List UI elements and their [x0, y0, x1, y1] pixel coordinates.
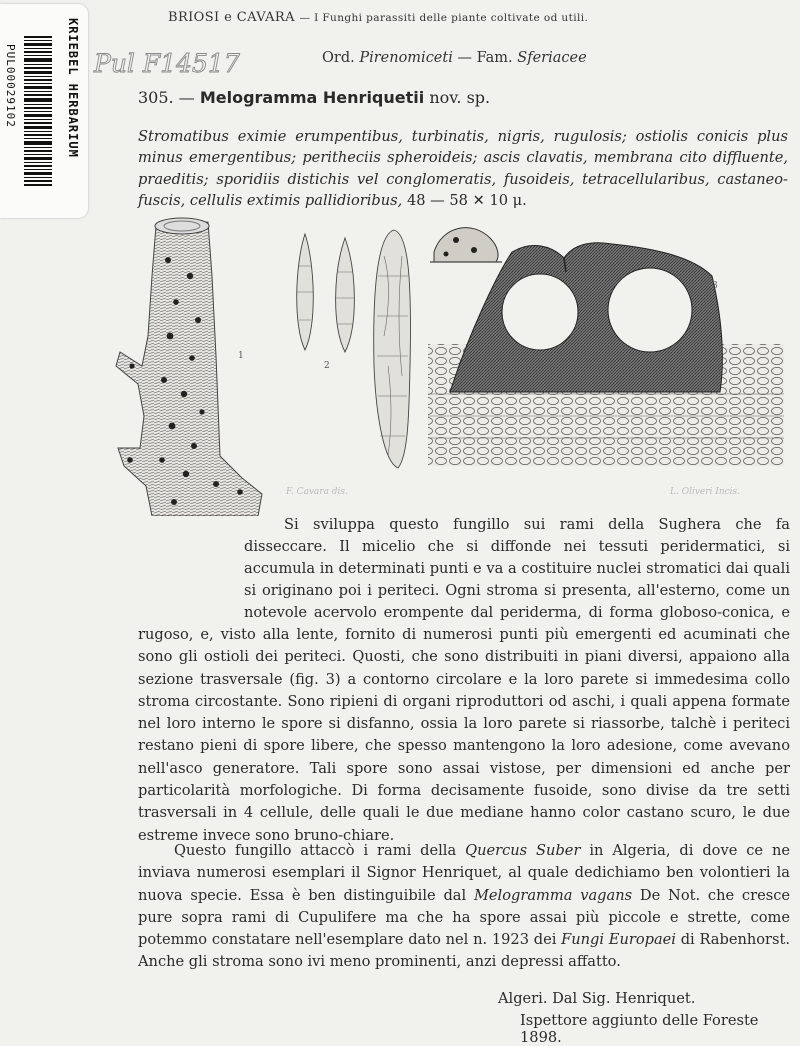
fig2-number: 2	[324, 361, 330, 371]
locality-line-2: Ispettore aggiunto delle Foreste 1898.	[520, 1012, 759, 1046]
authors: BRIOSI e CAVARA	[168, 10, 295, 25]
order-name: Pirenomiceti	[359, 50, 453, 66]
description-paragraph-3	[138, 840, 790, 974]
p3-text-c: De Not. che cresce pure sopra rami di Cupulifere ma che ha spore assai più piccole e strette, come potemmo constatare nell'esemplare dato nel n. 1923 dei	[138, 886, 791, 949]
fig3-section-drawing	[428, 243, 784, 466]
p3-text-b: in Algeria, di dove ce ne inviava numerosi esemplari il Signor Henriquet, al quale dedichiamo ben volontieri la nuova specie. Essa è ben distinguibile dal	[138, 842, 791, 904]
p3-text-a: Questo fungillo attaccò i rami della	[174, 842, 457, 859]
diagnosis-text: Stromatibus eximie erumpentibus, turbinatis, nigris, rugulosis; ostiolis conicis plus minus emergentibus; peritheciis spheroideis; ascis clavatis, membrana cito diffluente, praeditis; sporidiis distichis vel conglomeratis, fusoideis, tetracellularibus, castaneo-fuscis, cellulis extimis pallidioribus,	[138, 128, 788, 209]
running-header	[168, 10, 588, 25]
family-prefix: — Fam.	[457, 50, 513, 66]
host-name: Quercus Suber	[465, 842, 581, 859]
barcode-icon	[24, 36, 52, 186]
botanical-illustration	[112, 216, 792, 516]
fig2-spores-drawing	[297, 230, 411, 468]
series-title: — I Funghi parassiti delle piante coltivate od utili.	[299, 12, 589, 24]
family-name: Sferiacee	[517, 50, 587, 66]
taxonomic-order-line	[322, 50, 587, 66]
latin-diagnosis	[138, 126, 788, 211]
specimen-code: PUL00029102	[4, 44, 17, 128]
engraver-signature: L. Oliveri Incis.	[670, 487, 741, 497]
order-prefix: Ord.	[322, 50, 355, 66]
species-name: Melogramma Henriquetii	[199, 88, 425, 107]
spore-measure: 48 — 58 ✕ 10 μ.	[406, 191, 527, 209]
species-status: nov. sp.	[429, 88, 491, 107]
description-paragraph-2: rugoso, e, visto alla lente, fornito di numerosi punti più emergenti ed acuminati che sono gli ostioli dei periteci. Quosti, che sono distribuiti in piani diversi, appaiono alla sezione trasversale (fig. 3) a contorno circolare e la loro parete si immedesima collo stroma circostante. Sono ripieni di organi riproduttori od aschi, i quali appena formate nel loro interno le spore si disfanno, ossia la loro parete si riassorbe, talchè i periteci restano pieni di spore libere, che spesso mantengono la loro adesione, come avevano nell'asco generatore. Tali spore sono assai vistose, per dimensioni ed anche per particolarità morfologiche. Di forma decisamente fusoide, sono divise da tre setti trasversali in 4 cellule, delle quali le due mediane hanno color castano scuro, le due estreme invece sono bruno-chiare.	[138, 626, 790, 844]
exsiccata-title: Fungi Europaei	[561, 931, 676, 949]
species-number: 305. —	[138, 88, 195, 107]
description-paragraph-1: Si sviluppa questo fungillo sui rami della Sughera che fa disseccare. Il micelio che si diffonde nei tessuti peridermatici, si accumula in determinati punti e va a costituire nuclei stromatici dai quali si originano poi i periteci. Ogni stroma si presenta, all'esterno, come un notevole acervolo erompente dal periderma, di forma globoso-conica, e	[244, 516, 790, 621]
species-heading	[138, 88, 490, 107]
handwritten-note-text: Pul F14517	[94, 49, 240, 78]
herbarium-name: KRIEBEL HERBARIUM	[66, 18, 80, 158]
fig3-number: 3	[712, 281, 718, 291]
p3-text-d: di Rabenhorst. Anche gli stroma sono ivi meno prominenti, anzi depressi affatto.	[138, 931, 791, 971]
compared-species: Melogramma vagans	[473, 886, 633, 904]
fig1-number: 1	[238, 351, 244, 361]
draftsman-signature: F. Cavara dis.	[286, 487, 348, 497]
locality-line-1: Algeri. Dal Sig. Henriquet.	[498, 990, 696, 1007]
fig3-stroma-detail	[430, 228, 502, 262]
fig1-branch-drawing	[116, 218, 262, 516]
herbarium-barcode-label	[0, 4, 88, 218]
handwritten-catalog-number	[92, 38, 262, 88]
